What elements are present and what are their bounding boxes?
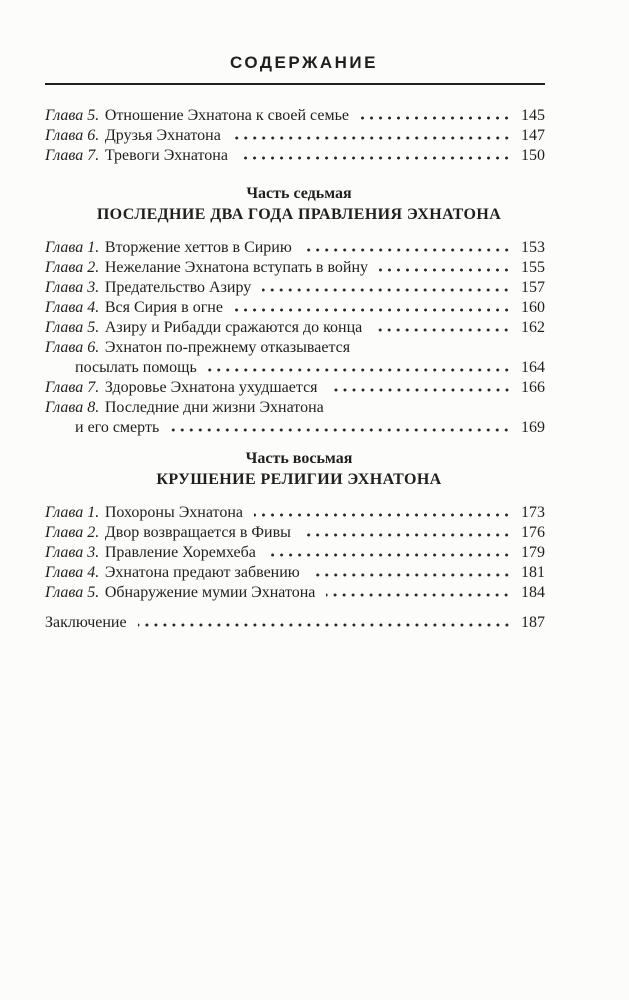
page-number: 155 bbox=[521, 259, 545, 276]
part-label: Часть седьмая bbox=[246, 185, 352, 202]
part-eight bbox=[45, 448, 549, 603]
chapter-label: Глава 7. bbox=[45, 147, 100, 164]
toc-entry bbox=[45, 543, 545, 563]
chapter-label: Глава 1. bbox=[45, 239, 100, 256]
page-number: 184 bbox=[521, 584, 545, 601]
toc-entry bbox=[45, 298, 545, 318]
dot-leader bbox=[234, 300, 511, 312]
chapter-label: Глава 4. bbox=[45, 299, 100, 316]
entry-title: Вторжение хеттов в Сирию bbox=[104, 239, 292, 256]
entry-title: Обнаружение мумии Эхнатона bbox=[104, 584, 316, 601]
dot-leader bbox=[302, 525, 511, 537]
dot-leader bbox=[262, 280, 511, 292]
dot-leader bbox=[239, 148, 511, 160]
toc-entry bbox=[45, 258, 545, 278]
toc-entry bbox=[45, 338, 545, 378]
chapter-label: Глава 6. bbox=[45, 127, 100, 144]
dot-leader bbox=[267, 545, 511, 557]
dot-leader bbox=[232, 128, 511, 140]
chapter-label: Глава 3. bbox=[45, 279, 100, 296]
entry-title: Нежелание Эхнатона вступать в войну bbox=[104, 259, 369, 276]
toc-entry bbox=[45, 146, 545, 166]
chapter-label: Глава 8. bbox=[45, 399, 100, 416]
entry-title: Предательство Азиру bbox=[104, 279, 252, 296]
page-number: 150 bbox=[521, 147, 545, 164]
page-number: 147 bbox=[521, 127, 545, 144]
chapter-label: Глава 2. bbox=[45, 524, 100, 541]
divider-rule bbox=[45, 83, 545, 85]
entry-title: Тревоги Эхнатона bbox=[104, 147, 228, 164]
part-heading: ПОСЛЕДНИЕ ДВА ГОДА ПРАВЛЕНИЯ ЭХНАТОНА bbox=[96, 206, 502, 223]
entry-title: Заключение bbox=[45, 614, 127, 631]
part-heading: КРУШЕНИЕ РЕЛИГИИ ЭХНАТОНА bbox=[156, 471, 442, 488]
toc-entry bbox=[45, 106, 545, 126]
page-title: СОДЕРЖАНИЕ bbox=[230, 53, 378, 72]
page-number: 164 bbox=[521, 359, 545, 376]
toc-entry bbox=[45, 503, 545, 523]
dot-leader bbox=[379, 260, 511, 272]
entry-title: Здоровье Эхнатона ухудшается bbox=[104, 379, 318, 396]
entry-title: Двор возвращается в Фивы bbox=[104, 524, 291, 541]
chapter-label: Глава 3. bbox=[45, 544, 100, 561]
chapter-label: Глава 4. bbox=[45, 564, 100, 581]
page-number: 160 bbox=[521, 299, 545, 316]
page-number: 169 bbox=[521, 419, 545, 436]
chapter-label: Глава 2. bbox=[45, 259, 100, 276]
toc-entry bbox=[45, 238, 545, 258]
page-number: 145 bbox=[521, 107, 545, 124]
page-number: 179 bbox=[521, 544, 545, 561]
chapter-label: Глава 5. bbox=[45, 584, 100, 601]
part-seven-entries bbox=[45, 238, 545, 438]
toc-entry bbox=[45, 278, 545, 298]
toc-entry bbox=[45, 563, 545, 583]
toc-entry bbox=[45, 126, 545, 146]
dot-leader bbox=[373, 320, 511, 332]
dot-leader bbox=[326, 585, 511, 597]
dot-leader bbox=[208, 360, 511, 372]
dot-leader bbox=[311, 565, 511, 577]
entry-title: Последние дни жизни Эхнатона bbox=[104, 399, 324, 416]
page-number: 176 bbox=[521, 524, 545, 541]
part-eight-entries bbox=[45, 503, 545, 603]
page-number: 153 bbox=[521, 239, 545, 256]
entry-title: Правление Хоремхеба bbox=[104, 544, 256, 561]
page-number: 162 bbox=[521, 319, 545, 336]
toc-entry bbox=[45, 398, 545, 438]
entry-title: Азиру и Рибадди сражаются до конца bbox=[104, 319, 363, 336]
chapter-label: Глава 7. bbox=[45, 379, 100, 396]
page-number: 173 bbox=[521, 504, 545, 521]
entry-title: Друзья Эхнатона bbox=[104, 127, 221, 144]
dot-leader bbox=[254, 505, 511, 517]
dot-leader bbox=[329, 380, 511, 392]
entry-title: Вся Сирия в огне bbox=[104, 299, 223, 316]
intro-entries bbox=[45, 106, 545, 166]
chapter-label: Глава 5. bbox=[45, 107, 100, 124]
dot-leader bbox=[360, 108, 511, 120]
part-seven bbox=[45, 183, 549, 438]
entry-title: Похороны Эхнатона bbox=[104, 504, 243, 521]
entry-title-continuation: и его смерть bbox=[75, 419, 160, 436]
entry-title: Отношение Эхнатона к своей семье bbox=[104, 107, 349, 124]
page-number: 181 bbox=[521, 564, 545, 581]
page-number: 187 bbox=[521, 614, 545, 631]
chapter-label: Глава 1. bbox=[45, 504, 100, 521]
toc-entry bbox=[45, 523, 545, 543]
page-number: 166 bbox=[521, 379, 545, 396]
dot-leader bbox=[170, 420, 511, 432]
toc-entry-closing bbox=[45, 613, 545, 633]
dot-leader bbox=[138, 615, 511, 627]
part-label: Часть восьмая bbox=[245, 450, 353, 467]
entry-title: Эхнатона предают забвению bbox=[104, 564, 300, 581]
toc-entry bbox=[45, 583, 545, 603]
dot-leader bbox=[303, 240, 511, 252]
toc-entry bbox=[45, 378, 545, 398]
chapter-label: Глава 6. bbox=[45, 339, 100, 356]
page-number: 157 bbox=[521, 279, 545, 296]
entry-title: Эхнатон по-прежнему отказывается bbox=[104, 339, 351, 356]
chapter-label: Глава 5. bbox=[45, 319, 100, 336]
entry-title-continuation: посылать помощь bbox=[75, 359, 197, 376]
toc-entry bbox=[45, 318, 545, 338]
